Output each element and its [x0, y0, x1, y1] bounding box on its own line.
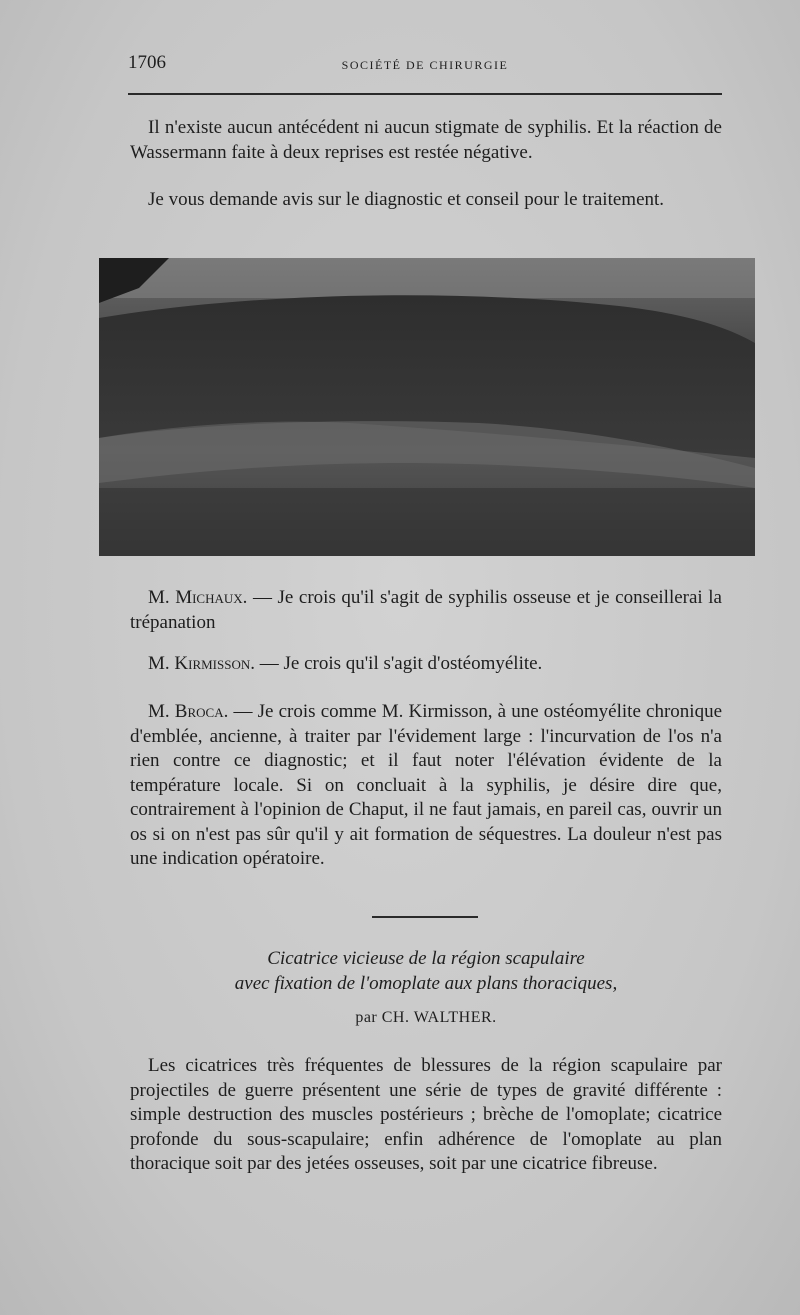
statement-broca: — Je crois comme M. Kirmisson, à une ostéomyélite chronique d'emblée, ancienne, à traiter par l'évidement large : l'incurvation de l'os n'a rien contre ce diagnostic; et il faut noter l'élévation évidente de la température locale. Si on concluait à la syphilis, je désire dire que, contrairement à l'opinion de Chaput, il ne faut jamais, en pareil cas, ouvrir un os si on n'est pas sûr qu'il y ait formation de séquestres. La douleur n'est pas une indication opératoire. — [130, 701, 722, 869]
article-title-line2: avec fixation de l'omoplate aux plans thoraciques, — [234, 973, 618, 994]
statement-kirmisson: — Je crois qu'il s'agit d'ostéomyélite. — [255, 653, 543, 674]
speaker-michaux: M. Michaux. — [148, 587, 248, 608]
page-number: 1706 — [128, 52, 166, 73]
paragraph-michaux — [130, 586, 722, 635]
speaker-broca: M. Broca. — [148, 701, 229, 722]
radiograph-image — [99, 258, 755, 556]
paragraph-broca — [130, 700, 722, 872]
article-title-line1: Cicatrice vicieuse de la région scapulaire — [267, 948, 585, 969]
statement-michaux: — Je crois qu'il s'agit de syphilis osseuse et je conseillerai la trépanation — [130, 587, 722, 633]
page-header — [128, 52, 722, 76]
radiograph-photo — [99, 258, 755, 556]
paragraph-kirmisson — [130, 652, 722, 677]
header-rule — [128, 93, 722, 95]
speaker-kirmisson: M. Kirmisson. — [148, 653, 255, 674]
paragraph-request: Je vous demande avis sur le diagnostic et conseil pour le traitement. — [148, 189, 665, 210]
running-title: SOCIÉTÉ DE CHIRURGIE — [341, 58, 509, 72]
paragraph-cicatrices: Les cicatrices très fréquentes de blessures de la région scapulaire par projectiles de guerre présentent une série de types de gravité différente : simple destruction des muscles postérieurs ; brèche de l'omoplate; cicatrice profonde du sous-scapulaire; enfin adhérence de l'omoplate au plan thoracique soit par des jetées osseuses, soit par une cicatrice fibreuse. — [130, 1055, 722, 1174]
section-separator — [372, 916, 478, 918]
article-byline: par CH. WALTHER. — [355, 1009, 497, 1026]
paragraph-wassermann: Il n'existe aucun antécédent ni aucun stigmate de syphilis. Et la réaction de Wassermann faite à deux reprises est restée négative. — [130, 117, 722, 163]
